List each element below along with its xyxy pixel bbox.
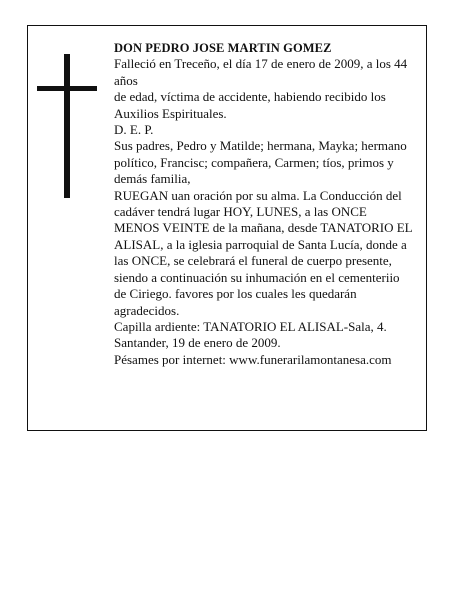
death-info-line: Falleció en Treceño, el día 17 de enero de 2009, a los 44 años [114,56,408,88]
family-line: Sus padres, Pedro y Matilde; hermana, Mayka; hermano político, Francisc; compañera, Carmen; tíos, primos y demás familia, [114,138,407,187]
cross-vertical-bar [64,54,70,198]
obituary-text [114,40,414,368]
place-date-line: Santander, 19 de enero de 2009. [114,335,281,351]
cross-icon [37,54,97,198]
deceased-name: DON PEDRO JOSE MARTIN GOMEZ [114,41,332,55]
rip-line: D. E. P. [114,122,154,138]
cross-horizontal-bar [37,86,97,91]
condolences-line: Pésames por internet: www.funerarilamontanesa.com [114,351,392,367]
chapel-line: Capilla ardiente: TANATORIO EL ALISAL-Sala, 4. [114,318,387,334]
age-sacraments-line: de edad, víctima de accidente, habiendo recibido los Auxilios Espirituales. [114,89,386,121]
funeral-details: RUEGAN uan oración por su alma. La Conducción del cadáver tendrá lugar HOY, LUNES, a las ONCE MENOS VEINTE de la mañana, desde TANATORIO EL ALISAL, a la iglesia parroquial de Santa Lucía, donde a las ONCE, se celebrará el funeral de cuerpo presente, siendo a continuación su inhumación en el cementeriio de Ciriego. favores por los cuales les quedarán agradecidos. [114,187,413,318]
